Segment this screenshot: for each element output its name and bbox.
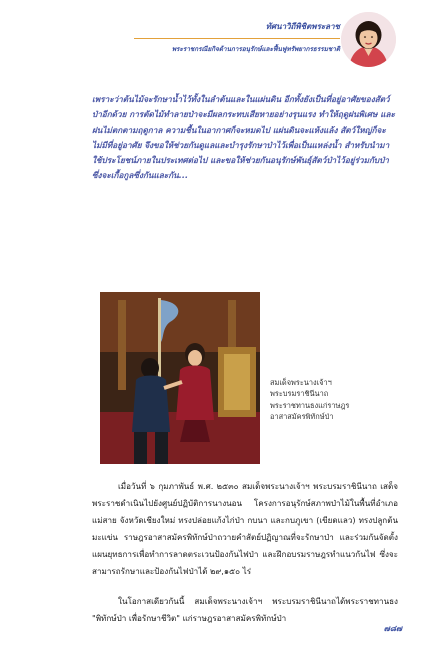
body-paragraph: ในโอกาสเดียวกันนี้ สมเด็จพระนางเจ้าฯ พระบรมราชินีนาถได้พระราชทานธง "พิทักษ์ป่า เพื่อรักษาชีวิต" แก่ราษฎรอาสาสมัครพิทักษ์ป่า xyxy=(92,595,398,623)
portrait-illustration xyxy=(341,12,396,67)
quote-text: เพราะว่าต้นไม้จะรักษาน้ำไว้ทั้งในลำต้นและในแผ่นดิน อีกทั้งยังเป็นที่อยู่อาศัยของสัตว์ป่าอีกด้วย การตัดไม้ทำลายป่าจะมีผลกระทบเสียหายอย่างรุนแรง ทำให้ฤดูฝนพิเศษ และฝนไม่ตกตามฤดูกาล ความชื้นในอากาศก็จะหมดไป แผ่นดินจะแห้งแล้ง สัตว์ใหญ่ก็จะไม่มีที่อยู่อาศัย จึงขอให้ช่วยกันดูแลและบำรุงรักษาป่าไว้เพื่อเป็นแหล่งน้ำ สำหรับนำมาใช้ประโยชน์ภายในประเทศต่อไป และขอให้ช่วยกันอนุรักษ์พันธุ์สัตว์ป่าไว้อยู่ร่วมกับป่า ซึ่งจะเกื้อกูลซึ่งกันและกัน... xyxy=(92,94,395,181)
event-photo xyxy=(100,292,260,464)
caption-line: พระราชทานธงแก่ราษฎร xyxy=(270,400,350,410)
portrait-image xyxy=(341,12,396,67)
header-title: ทัศนาวิถีพิชิตพระลาช xyxy=(265,22,340,31)
page-number: ๗๘๗ xyxy=(383,624,402,633)
body-paragraph: เมื่อวันที่ ๖ กุมภาพันธ์ พ.ศ. ๒๕๓๐ สมเด็จพระนางเจ้าฯ พระบรมราชินีนาถ เสด็จพระราชดำเนินไปยังศูนย์ปฏิบัติการนางนอน โครงการอนุรักษ์สภาพป่าไม้ในพื้นที่อำเภอแม่สาย จังหวัดเชียงใหม่ ทรงปล่อยแก้งไก่ป่า กบนา และกบภูเขา (เขียดแลว) ทรงปลูกต้นมะแข่น ราษฎรอาสาสมัครพิทักษ์ป่าถวายคำสัตย์ปฏิญาณที่จะรักษาป่า และร่วมกันจัดตั้งแผนยุทธการเพื่อทำการลาดตระเวนป้องกันไฟป่า และฝึกอบรมราษฎรทำแนวกันไฟ ซึ่งจะสามารถรักษาและป้องกันไฟป่าได้ ๒๙,๑๕๐ ไร่ xyxy=(92,481,398,577)
caption-line: สมเด็จพระนางเจ้าฯ xyxy=(270,378,332,387)
photo-caption xyxy=(270,377,400,422)
header-subtitle: พระราชกรณียกิจด้านการอนุรักษ์และฟื้นฟูทรัพยากรธรรมชาติ xyxy=(171,45,340,53)
body-text xyxy=(92,478,398,639)
caption-line: พระบรมราชินีนาถ xyxy=(270,389,329,399)
header-divider xyxy=(134,38,340,39)
caption-line: อาสาสมัครพิทักษ์ป่า xyxy=(270,411,334,421)
flag-ceremony-illustration xyxy=(100,292,260,464)
